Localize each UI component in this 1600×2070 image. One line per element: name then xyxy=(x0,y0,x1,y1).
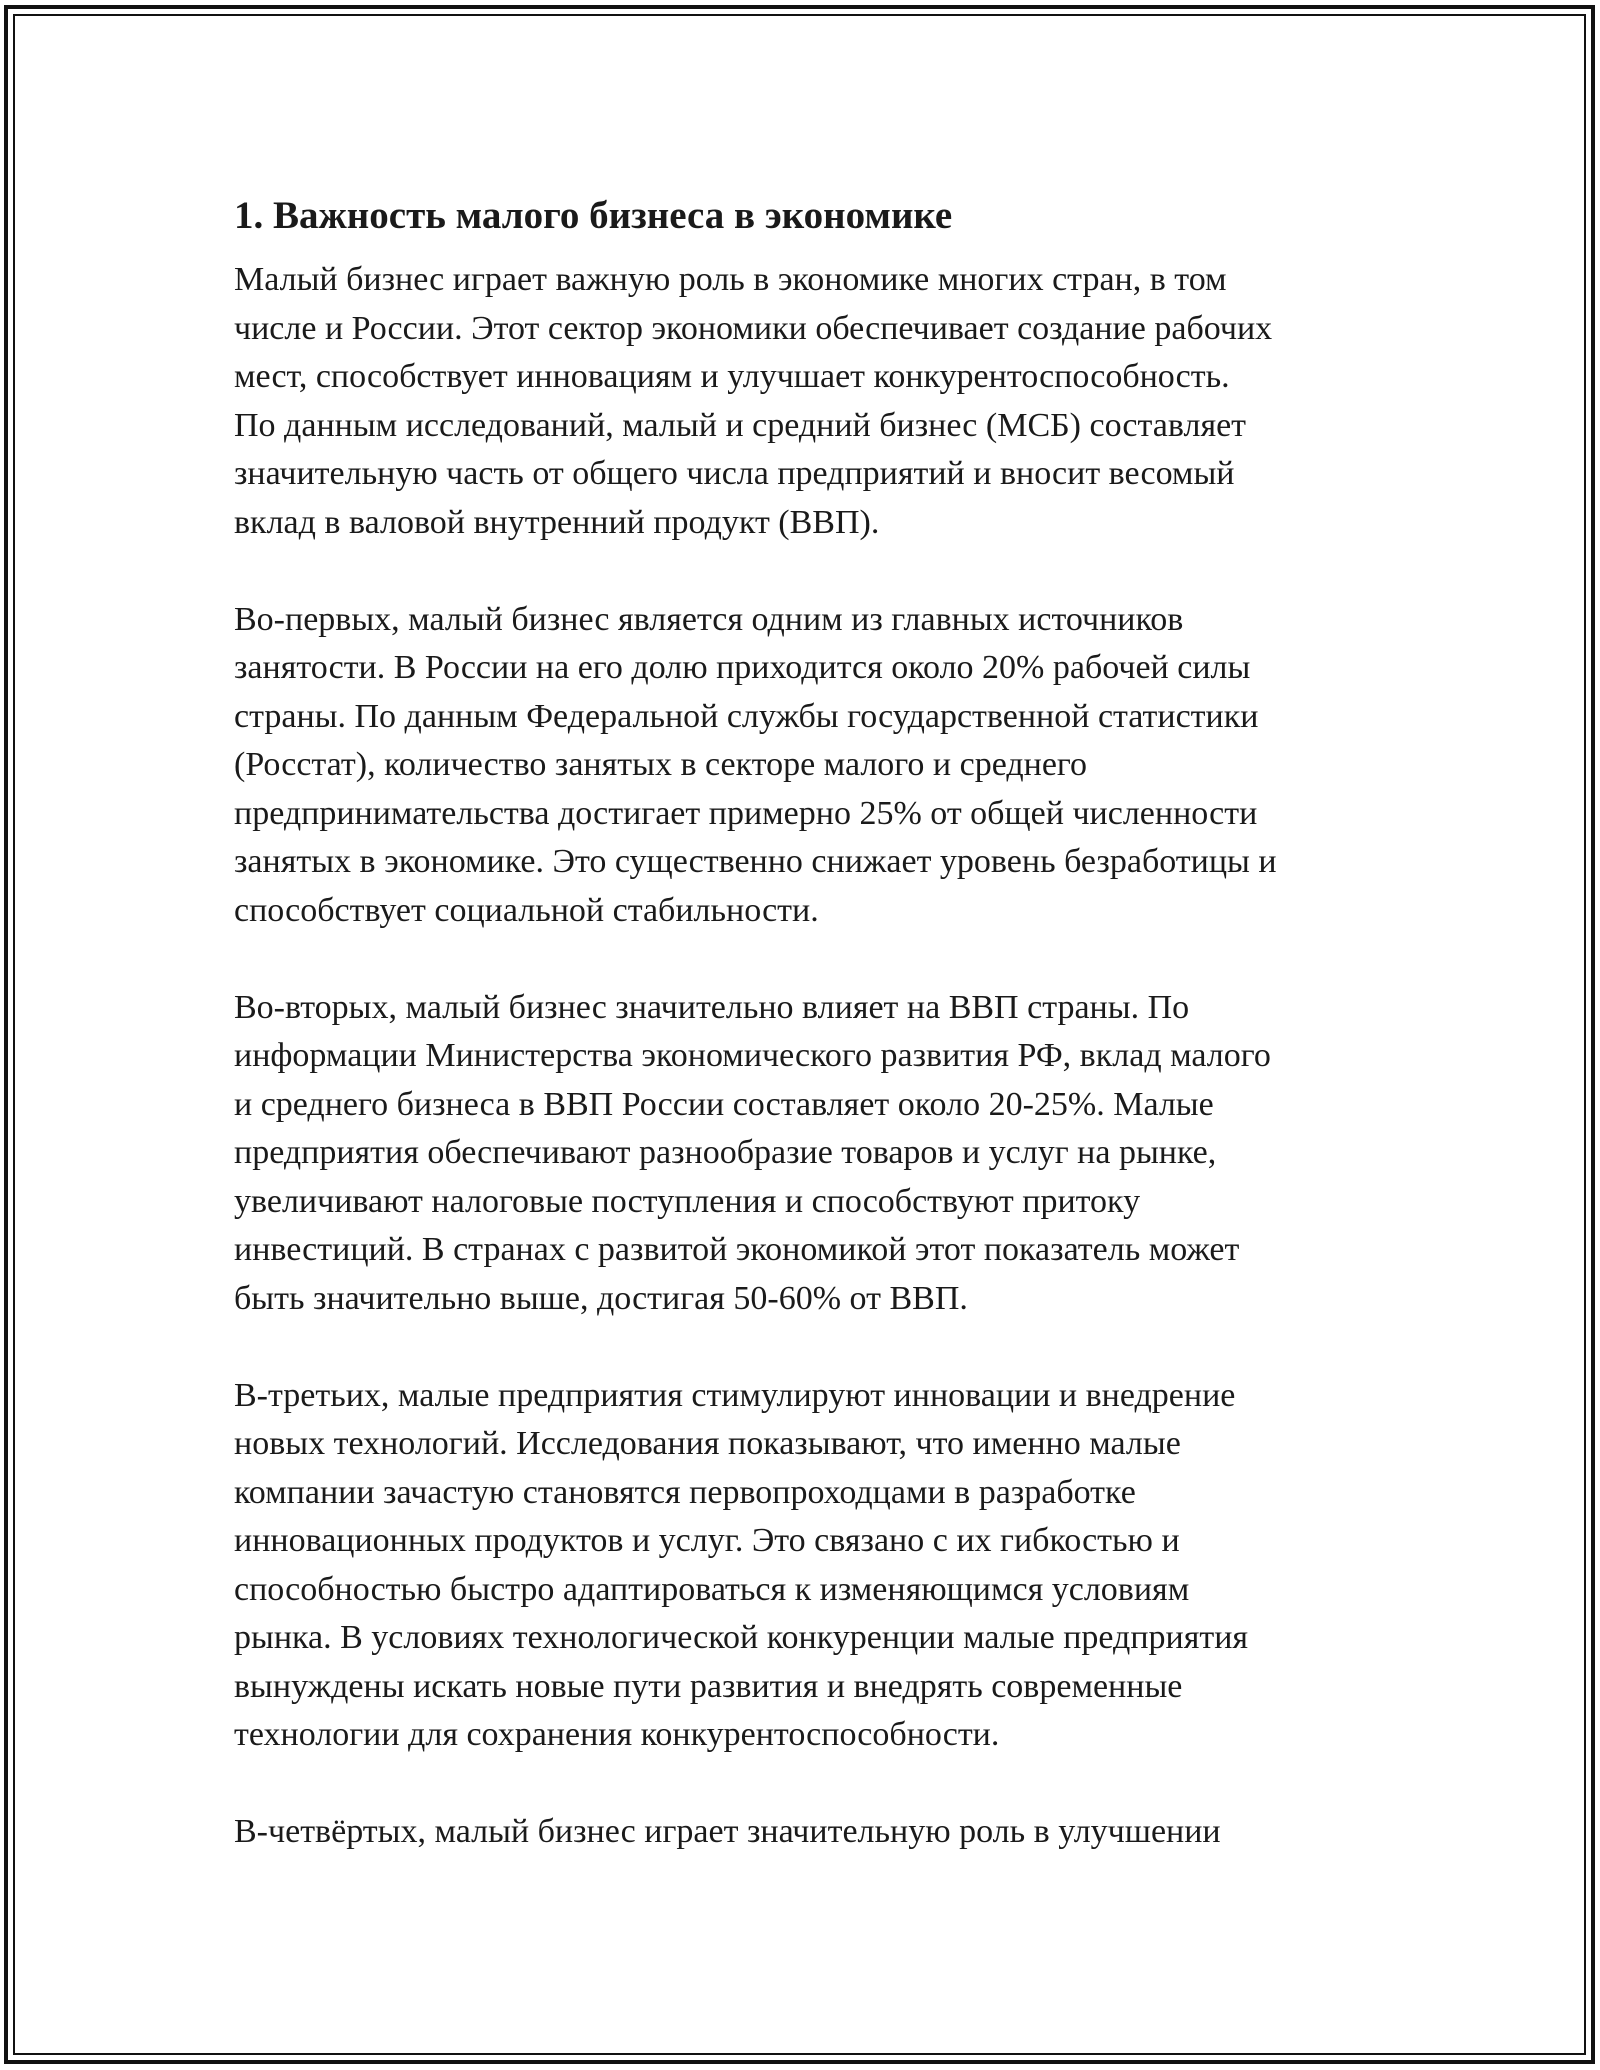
text-line: способствует социальной стабильности. xyxy=(234,891,819,929)
text-line: рынка. В условиях технологической конкуренции малые предприятия xyxy=(234,1619,1249,1656)
text-line: (Росстат), количество занятых в секторе малого и среднего xyxy=(234,746,1088,783)
text-line: компании зачастую становятся первопроходцами в разработке xyxy=(234,1473,1136,1511)
text-line: страны. По данным Федеральной службы государственной статистики xyxy=(234,697,1259,735)
text-line: и среднего бизнеса в ВВП России составляет около 20-25%. Малые xyxy=(234,1085,1214,1123)
text-line: занятых в экономике. Это существенно снижает уровень безработицы и xyxy=(234,843,1277,880)
text-line: увеличивают налоговые поступления и способствуют притоку xyxy=(234,1182,1141,1220)
document-body xyxy=(234,190,1374,1905)
text-line: мест, способствует инновациям и улучшает конкурентоспособность. xyxy=(234,358,1230,395)
text-line: информации Министерства экономического развития РФ, вклад малого xyxy=(234,1037,1271,1074)
text-line: предприятия обеспечивают разнообразие товаров и услуг на рынке, xyxy=(234,1134,1217,1171)
section-heading: 1. Важность малого бизнеса в экономике xyxy=(234,194,953,237)
text-line: вклад в валовой внутренний продукт (ВВП). xyxy=(234,503,880,541)
paragraph-3 xyxy=(234,984,1374,1324)
text-line: предпринимательства достигает примерно 25% от общей численности xyxy=(234,794,1258,832)
text-line: новых технологий. Исследования показывают, что именно малые xyxy=(234,1425,1181,1462)
text-line: инвестиций. В странах с развитой экономикой этот показатель может xyxy=(234,1231,1240,1268)
text-line: В-четвёртых, малый бизнес играет значительную роль в улучшении xyxy=(234,1813,1221,1850)
text-line: вынуждены искать новые пути развития и внедрять современные xyxy=(234,1667,1183,1705)
text-line: По данным исследований, малый и средний бизнес (МСБ) составляет xyxy=(234,406,1247,444)
text-line: быть значительно выше, достигая 50-60% от ВВП. xyxy=(234,1279,968,1317)
text-line: Малый бизнес играет важную роль в экономике многих стран, в том xyxy=(234,261,1227,298)
paragraph-5 xyxy=(234,1808,1374,1857)
text-line: способностью быстро адаптироваться к изменяющимся условиям xyxy=(234,1570,1190,1608)
text-line: значительную часть от общего числа предприятий и вносит весомый xyxy=(234,455,1235,492)
paragraph-1 xyxy=(234,256,1374,547)
paragraph-2 xyxy=(234,596,1374,936)
text-line: инновационных продуктов и услуг. Это связано с их гибкостью и xyxy=(234,1522,1180,1559)
text-line: Во-первых, малый бизнес является одним из главных источников xyxy=(234,600,1184,638)
text-line: числе и России. Этот сектор экономики обеспечивает создание рабочих xyxy=(234,309,1273,347)
paragraph-4 xyxy=(234,1372,1374,1760)
text-line: занятости. В России на его долю приходится около 20% рабочей силы xyxy=(234,649,1251,686)
text-line: технологии для сохранения конкурентоспособности. xyxy=(234,1716,1000,1753)
text-line: Во-вторых, малый бизнес значительно влияет на ВВП страны. По xyxy=(234,988,1190,1026)
text-line: В-третьих, малые предприятия стимулируют инновации и внедрение xyxy=(234,1376,1236,1414)
